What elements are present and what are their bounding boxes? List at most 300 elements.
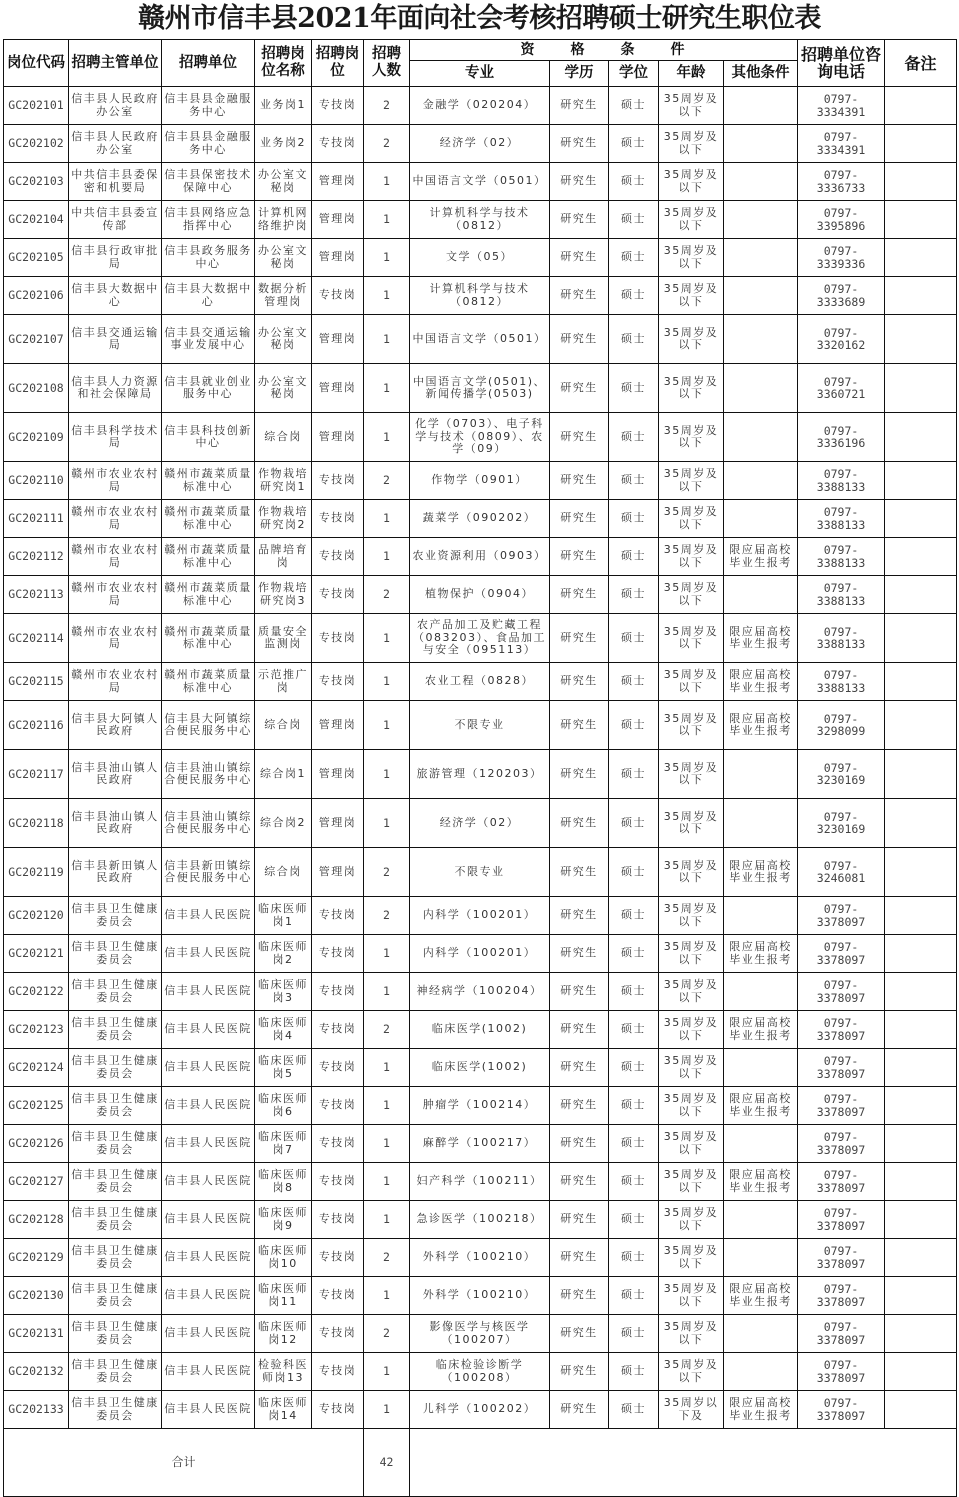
cell-major: 临床医学(1002) <box>410 1011 550 1049</box>
cell-post-type: 专技岗 <box>312 1011 364 1049</box>
cell-remarks <box>885 1239 957 1277</box>
table-row <box>4 538 957 576</box>
cell-post-name: 临床医师岗9 <box>255 1201 312 1239</box>
table-row <box>4 125 957 163</box>
cell-major: 临床医学(1002) <box>410 1049 550 1087</box>
cell-post-name: 临床医师岗3 <box>255 973 312 1011</box>
cell-code: GC202126 <box>4 1125 69 1163</box>
cell-age: 35周岁及以下 <box>659 614 724 663</box>
cell-education: 研究生 <box>550 1239 609 1277</box>
header-post-type: 招聘岗位 <box>312 40 364 87</box>
table-row <box>4 462 957 500</box>
cell-major: 金融学（020204） <box>410 87 550 125</box>
cell-degree: 硕士 <box>609 364 659 413</box>
cell-remarks <box>885 701 957 750</box>
cell-unit: 信丰县油山镇综合便民服务中心 <box>162 799 255 848</box>
cell-unit: 赣州市蔬菜质量标准中心 <box>162 614 255 663</box>
cell-unit: 信丰县人民医院 <box>162 935 255 973</box>
cell-code: GC202132 <box>4 1353 69 1391</box>
cell-other: 限应届高校毕业生报考 <box>724 1277 798 1315</box>
cell-count: 1 <box>364 1125 410 1163</box>
cell-unit: 信丰县大阿镇综合便民服务中心 <box>162 701 255 750</box>
cell-degree: 硕士 <box>609 750 659 799</box>
cell-phone: 0797-3333689 <box>798 277 885 315</box>
cell-age: 35周岁及以下 <box>659 1011 724 1049</box>
table-row <box>4 935 957 973</box>
positions-table <box>3 39 957 1497</box>
cell-other: 限应届高校毕业生报考 <box>724 1087 798 1125</box>
cell-other: 限应届高校毕业生报考 <box>724 701 798 750</box>
cell-education: 研究生 <box>550 1353 609 1391</box>
cell-major: 内科学（100201） <box>410 935 550 973</box>
cell-remarks <box>885 125 957 163</box>
cell-other: 限应届高校毕业生报考 <box>724 538 798 576</box>
cell-degree: 硕士 <box>609 1353 659 1391</box>
cell-major: 儿科学（100202） <box>410 1391 550 1429</box>
cell-degree: 硕士 <box>609 413 659 462</box>
cell-unit: 信丰县科技创新中心 <box>162 413 255 462</box>
cell-post-type: 专技岗 <box>312 1087 364 1125</box>
cell-post-name: 临床医师岗5 <box>255 1049 312 1087</box>
cell-count: 2 <box>364 87 410 125</box>
cell-age: 35周岁及以下 <box>659 897 724 935</box>
cell-other <box>724 87 798 125</box>
cell-phone: 0797-3378097 <box>798 897 885 935</box>
cell-authority: 赣州市农业农村局 <box>69 576 162 614</box>
cell-age: 35周岁及以下 <box>659 701 724 750</box>
cell-authority: 信丰县卫生健康委员会 <box>69 1353 162 1391</box>
cell-count: 1 <box>364 413 410 462</box>
cell-authority: 信丰县卫生健康委员会 <box>69 1239 162 1277</box>
cell-remarks <box>885 413 957 462</box>
cell-education: 研究生 <box>550 935 609 973</box>
cell-count: 2 <box>364 1239 410 1277</box>
total-label: 合计 <box>4 1429 364 1497</box>
table-row <box>4 614 957 663</box>
cell-degree: 硕士 <box>609 1011 659 1049</box>
cell-remarks <box>885 1049 957 1087</box>
cell-unit: 赣州市蔬菜质量标准中心 <box>162 500 255 538</box>
table-row <box>4 87 957 125</box>
header-degree: 学位 <box>609 61 659 87</box>
cell-phone: 0797-3388133 <box>798 462 885 500</box>
cell-post-name: 综合岗1 <box>255 750 312 799</box>
cell-other: 限应届高校毕业生报考 <box>724 614 798 663</box>
table-row <box>4 163 957 201</box>
cell-degree: 硕士 <box>609 935 659 973</box>
header-major: 专业 <box>410 61 550 87</box>
cell-remarks <box>885 239 957 277</box>
cell-authority: 信丰县卫生健康委员会 <box>69 1315 162 1353</box>
cell-other <box>724 1125 798 1163</box>
cell-major: 中国语言文学（0501） <box>410 315 550 364</box>
cell-education: 研究生 <box>550 277 609 315</box>
cell-remarks <box>885 1315 957 1353</box>
cell-post-type: 专技岗 <box>312 935 364 973</box>
cell-age: 35周岁及以下 <box>659 1125 724 1163</box>
cell-phone: 0797-3378097 <box>798 1277 885 1315</box>
cell-education: 研究生 <box>550 897 609 935</box>
cell-other: 限应届高校毕业生报考 <box>724 935 798 973</box>
cell-age: 35周岁及以下 <box>659 973 724 1011</box>
cell-code: GC202109 <box>4 413 69 462</box>
cell-authority: 赣州市农业农村局 <box>69 500 162 538</box>
cell-unit: 信丰县县金融服务中心 <box>162 87 255 125</box>
cell-authority: 信丰县卫生健康委员会 <box>69 1125 162 1163</box>
cell-post-name: 临床医师岗8 <box>255 1163 312 1201</box>
cell-education: 研究生 <box>550 163 609 201</box>
cell-post-name: 作物栽培研究岗2 <box>255 500 312 538</box>
cell-remarks <box>885 163 957 201</box>
cell-post-name: 办公室文秘岗 <box>255 163 312 201</box>
cell-count: 1 <box>364 239 410 277</box>
cell-unit: 信丰县人民医院 <box>162 1239 255 1277</box>
table-row <box>4 1201 957 1239</box>
cell-education: 研究生 <box>550 364 609 413</box>
cell-code: GC202112 <box>4 538 69 576</box>
cell-education: 研究生 <box>550 1087 609 1125</box>
cell-code: GC202133 <box>4 1391 69 1429</box>
cell-remarks <box>885 848 957 897</box>
cell-post-name: 计算机网络维护岗 <box>255 201 312 239</box>
cell-authority: 赣州市农业农村局 <box>69 614 162 663</box>
cell-authority: 信丰县卫生健康委员会 <box>69 1011 162 1049</box>
cell-code: GC202120 <box>4 897 69 935</box>
cell-phone: 0797-3378097 <box>798 1391 885 1429</box>
cell-post-type: 专技岗 <box>312 1239 364 1277</box>
cell-other <box>724 364 798 413</box>
cell-code: GC202110 <box>4 462 69 500</box>
table-row <box>4 1163 957 1201</box>
cell-code: GC202101 <box>4 87 69 125</box>
cell-phone: 0797-3378097 <box>798 935 885 973</box>
cell-age: 35周岁及以下 <box>659 935 724 973</box>
cell-post-name: 综合岗 <box>255 701 312 750</box>
header-post-name: 招聘岗位名称 <box>255 40 312 87</box>
cell-count: 1 <box>364 1353 410 1391</box>
cell-other: 限应届高校毕业生报考 <box>724 848 798 897</box>
cell-unit: 信丰县网络应急指挥中心 <box>162 201 255 239</box>
cell-age: 35周岁及以下 <box>659 1163 724 1201</box>
cell-authority: 信丰县科学技术局 <box>69 413 162 462</box>
cell-count: 1 <box>364 1163 410 1201</box>
cell-post-type: 专技岗 <box>312 87 364 125</box>
cell-phone: 0797-3378097 <box>798 1239 885 1277</box>
cell-remarks <box>885 538 957 576</box>
cell-post-type: 专技岗 <box>312 1201 364 1239</box>
cell-other <box>724 239 798 277</box>
cell-education: 研究生 <box>550 315 609 364</box>
cell-unit: 信丰县人民医院 <box>162 1163 255 1201</box>
cell-code: GC202125 <box>4 1087 69 1125</box>
cell-count: 1 <box>364 1087 410 1125</box>
cell-post-name: 办公室文秘岗 <box>255 239 312 277</box>
cell-other <box>724 462 798 500</box>
cell-count: 1 <box>364 277 410 315</box>
cell-major: 农产品加工及贮藏工程（083203）、食品加工与安全（095113） <box>410 614 550 663</box>
cell-phone: 0797-3378097 <box>798 1353 885 1391</box>
cell-other <box>724 277 798 315</box>
cell-code: GC202123 <box>4 1011 69 1049</box>
cell-unit: 信丰县人民医院 <box>162 1315 255 1353</box>
cell-education: 研究生 <box>550 239 609 277</box>
cell-education: 研究生 <box>550 201 609 239</box>
cell-other: 限应届高校毕业生报考 <box>724 663 798 701</box>
cell-remarks <box>885 1391 957 1429</box>
cell-code: GC202106 <box>4 277 69 315</box>
cell-major: 计算机科学与技术（0812） <box>410 201 550 239</box>
cell-degree: 硕士 <box>609 462 659 500</box>
cell-count: 1 <box>364 1391 410 1429</box>
cell-major: 中国语言文学(0501)、新闻传播学(0503) <box>410 364 550 413</box>
cell-unit: 信丰县人民医院 <box>162 1011 255 1049</box>
cell-post-type: 管理岗 <box>312 701 364 750</box>
cell-count: 1 <box>364 750 410 799</box>
cell-post-type: 管理岗 <box>312 413 364 462</box>
cell-major: 不限专业 <box>410 701 550 750</box>
cell-code: GC202105 <box>4 239 69 277</box>
cell-age: 35周岁及以下 <box>659 1353 724 1391</box>
cell-count: 1 <box>364 701 410 750</box>
cell-age: 35周岁及以下 <box>659 750 724 799</box>
cell-major: 计算机科学与技术（0812） <box>410 277 550 315</box>
cell-authority: 信丰县卫生健康委员会 <box>69 935 162 973</box>
cell-phone: 0797-3378097 <box>798 1049 885 1087</box>
cell-post-type: 专技岗 <box>312 1125 364 1163</box>
cell-post-type: 管理岗 <box>312 848 364 897</box>
cell-remarks <box>885 1353 957 1391</box>
cell-unit: 信丰县大数据中心 <box>162 277 255 315</box>
cell-major: 外科学（100210） <box>410 1239 550 1277</box>
cell-post-type: 专技岗 <box>312 1163 364 1201</box>
cell-post-name: 临床医师岗7 <box>255 1125 312 1163</box>
table-row <box>4 500 957 538</box>
cell-other <box>724 1049 798 1087</box>
cell-authority: 信丰县人民政府办公室 <box>69 87 162 125</box>
cell-age: 35周岁及以下 <box>659 848 724 897</box>
cell-degree: 硕士 <box>609 1163 659 1201</box>
cell-post-name: 办公室文秘岗 <box>255 364 312 413</box>
table-row <box>4 1353 957 1391</box>
table-row <box>4 897 957 935</box>
cell-authority: 信丰县大阿镇人民政府 <box>69 701 162 750</box>
cell-authority: 信丰县油山镇人民政府 <box>69 750 162 799</box>
cell-remarks <box>885 1163 957 1201</box>
cell-code: GC202128 <box>4 1201 69 1239</box>
cell-count: 2 <box>364 462 410 500</box>
cell-post-name: 综合岗 <box>255 413 312 462</box>
cell-authority: 信丰县油山镇人民政府 <box>69 799 162 848</box>
cell-education: 研究生 <box>550 1011 609 1049</box>
cell-remarks <box>885 750 957 799</box>
cell-age: 35周岁及以下 <box>659 125 724 163</box>
table-row <box>4 413 957 462</box>
cell-post-type: 管理岗 <box>312 364 364 413</box>
cell-age: 35周岁及以下 <box>659 1087 724 1125</box>
cell-degree: 硕士 <box>609 614 659 663</box>
cell-phone: 0797-3395896 <box>798 201 885 239</box>
cell-count: 2 <box>364 1011 410 1049</box>
cell-other <box>724 125 798 163</box>
cell-authority: 中共信丰县委宣传部 <box>69 201 162 239</box>
table-row <box>4 315 957 364</box>
cell-post-name: 临床医师岗1 <box>255 897 312 935</box>
cell-post-type: 管理岗 <box>312 201 364 239</box>
total-empty <box>410 1429 957 1497</box>
cell-age: 35周岁及以下 <box>659 277 724 315</box>
cell-authority: 信丰县卫生健康委员会 <box>69 973 162 1011</box>
cell-unit: 信丰县人民医院 <box>162 973 255 1011</box>
cell-remarks <box>885 87 957 125</box>
cell-major: 神经病学（100204） <box>410 973 550 1011</box>
cell-unit: 信丰县人民医院 <box>162 1391 255 1429</box>
cell-authority: 赣州市农业农村局 <box>69 462 162 500</box>
table-row <box>4 1049 957 1087</box>
cell-age: 35周岁及以下 <box>659 1315 724 1353</box>
cell-post-name: 综合岗2 <box>255 799 312 848</box>
cell-remarks <box>885 799 957 848</box>
table-row <box>4 1125 957 1163</box>
cell-other: 限应届高校毕业生报考 <box>724 1011 798 1049</box>
cell-post-name: 数据分析管理岗 <box>255 277 312 315</box>
cell-remarks <box>885 663 957 701</box>
cell-major: 妇产科学（100211） <box>410 1163 550 1201</box>
cell-phone: 0797-3378097 <box>798 1163 885 1201</box>
cell-authority: 中共信丰县委保密和机要局 <box>69 163 162 201</box>
cell-major: 经济学（02） <box>410 125 550 163</box>
cell-degree: 硕士 <box>609 239 659 277</box>
cell-other <box>724 163 798 201</box>
cell-education: 研究生 <box>550 1391 609 1429</box>
cell-education: 研究生 <box>550 799 609 848</box>
cell-degree: 硕士 <box>609 799 659 848</box>
cell-phone: 0797-3334391 <box>798 87 885 125</box>
cell-phone: 0797-3360721 <box>798 364 885 413</box>
cell-degree: 硕士 <box>609 315 659 364</box>
cell-degree: 硕士 <box>609 163 659 201</box>
cell-count: 2 <box>364 1315 410 1353</box>
header-count: 招聘人数 <box>364 40 410 87</box>
cell-unit: 赣州市蔬菜质量标准中心 <box>162 576 255 614</box>
cell-major: 农业资源利用（0903） <box>410 538 550 576</box>
cell-other <box>724 750 798 799</box>
cell-post-type: 专技岗 <box>312 614 364 663</box>
cell-code: GC202114 <box>4 614 69 663</box>
cell-authority: 赣州市农业农村局 <box>69 663 162 701</box>
cell-post-type: 管理岗 <box>312 799 364 848</box>
cell-education: 研究生 <box>550 500 609 538</box>
cell-unit: 赣州市蔬菜质量标准中心 <box>162 663 255 701</box>
cell-other <box>724 1315 798 1353</box>
cell-education: 研究生 <box>550 701 609 750</box>
cell-remarks <box>885 576 957 614</box>
table-row <box>4 799 957 848</box>
header-row-1 <box>4 40 957 61</box>
cell-phone: 0797-3388133 <box>798 663 885 701</box>
cell-degree: 硕士 <box>609 1125 659 1163</box>
cell-count: 1 <box>364 1201 410 1239</box>
cell-post-name: 示范推广岗 <box>255 663 312 701</box>
cell-age: 35周岁及以下 <box>659 1201 724 1239</box>
table-row <box>4 848 957 897</box>
cell-post-name: 综合岗 <box>255 848 312 897</box>
cell-major: 肿瘤学（100214） <box>410 1087 550 1125</box>
cell-phone: 0797-3378097 <box>798 1087 885 1125</box>
cell-code: GC202113 <box>4 576 69 614</box>
cell-degree: 硕士 <box>609 1087 659 1125</box>
table-row <box>4 1391 957 1429</box>
cell-code: GC202103 <box>4 163 69 201</box>
cell-other <box>724 315 798 364</box>
cell-post-name: 品牌培育岗 <box>255 538 312 576</box>
cell-phone: 0797-3334391 <box>798 125 885 163</box>
cell-remarks <box>885 1201 957 1239</box>
cell-remarks <box>885 364 957 413</box>
cell-age: 35周岁及以下 <box>659 799 724 848</box>
table-row <box>4 1011 957 1049</box>
cell-code: GC202122 <box>4 973 69 1011</box>
table-row <box>4 576 957 614</box>
cell-phone: 0797-3298099 <box>798 701 885 750</box>
cell-degree: 硕士 <box>609 277 659 315</box>
cell-degree: 硕士 <box>609 201 659 239</box>
table-row <box>4 201 957 239</box>
cell-post-type: 专技岗 <box>312 576 364 614</box>
cell-degree: 硕士 <box>609 1391 659 1429</box>
cell-code: GC202130 <box>4 1277 69 1315</box>
cell-phone: 0797-3378097 <box>798 973 885 1011</box>
header-age: 年龄 <box>659 61 724 87</box>
cell-unit: 信丰县县金融服务中心 <box>162 125 255 163</box>
header-education: 学历 <box>550 61 609 87</box>
cell-age: 35周岁及以下 <box>659 364 724 413</box>
cell-unit: 信丰县人民医院 <box>162 1049 255 1087</box>
cell-post-type: 管理岗 <box>312 239 364 277</box>
cell-phone: 0797-3336733 <box>798 163 885 201</box>
cell-major: 旅游管理（120203） <box>410 750 550 799</box>
cell-authority: 信丰县卫生健康委员会 <box>69 1163 162 1201</box>
cell-remarks <box>885 897 957 935</box>
cell-authority: 信丰县卫生健康委员会 <box>69 897 162 935</box>
cell-other: 限应届高校毕业生报考 <box>724 1391 798 1429</box>
cell-post-name: 临床医师岗12 <box>255 1315 312 1353</box>
cell-unit: 信丰县人民医院 <box>162 1201 255 1239</box>
cell-phone: 0797-3320162 <box>798 315 885 364</box>
cell-education: 研究生 <box>550 462 609 500</box>
cell-code: GC202102 <box>4 125 69 163</box>
cell-degree: 硕士 <box>609 1315 659 1353</box>
cell-code: GC202121 <box>4 935 69 973</box>
cell-degree: 硕士 <box>609 125 659 163</box>
cell-phone: 0797-3339336 <box>798 239 885 277</box>
cell-degree: 硕士 <box>609 663 659 701</box>
cell-unit: 赣州市蔬菜质量标准中心 <box>162 538 255 576</box>
cell-major: 农业工程（0828） <box>410 663 550 701</box>
cell-unit: 信丰县人民医院 <box>162 1087 255 1125</box>
cell-count: 1 <box>364 538 410 576</box>
cell-other <box>724 973 798 1011</box>
cell-count: 1 <box>364 500 410 538</box>
cell-age: 35周岁以下及 <box>659 1391 724 1429</box>
cell-major: 影像医学与核医学（100207） <box>410 1315 550 1353</box>
cell-age: 35周岁及以下 <box>659 163 724 201</box>
cell-phone: 0797-3378097 <box>798 1011 885 1049</box>
header-other: 其他条件 <box>724 61 798 87</box>
cell-degree: 硕士 <box>609 973 659 1011</box>
cell-education: 研究生 <box>550 1125 609 1163</box>
cell-major: 急诊医学（100218） <box>410 1201 550 1239</box>
table-row <box>4 364 957 413</box>
